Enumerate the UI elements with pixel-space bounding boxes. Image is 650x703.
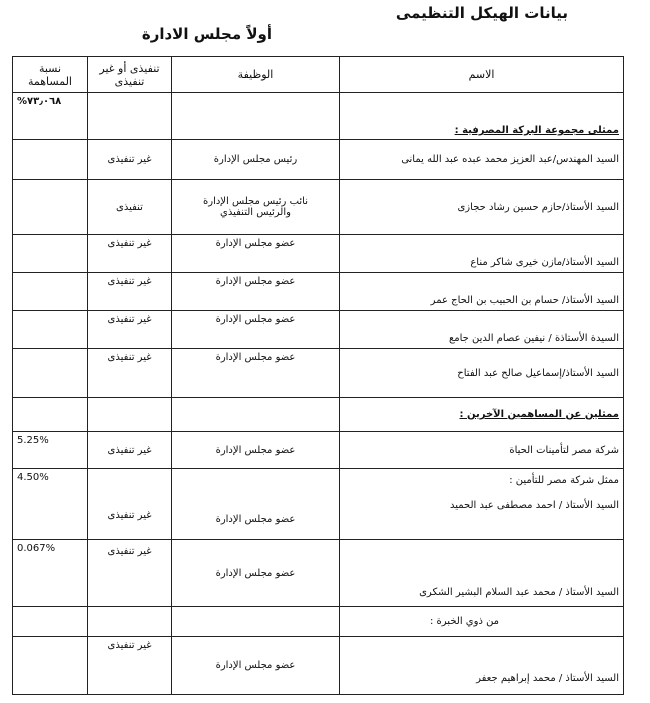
group-title-experts: من ذوي الخبرة : (340, 607, 624, 637)
member-name: السيد الأستاذ/ حسام بن الحبيب بن الحاج عمر (340, 273, 624, 311)
member-percentage (13, 180, 88, 235)
member-role: عضو مجلس الإدارة (172, 235, 340, 273)
member-type: تنفيذى (88, 180, 172, 235)
document-title: بيانات الهيكل التنظيمى (395, 4, 568, 22)
empty-cell (172, 607, 340, 637)
member-percentage (13, 140, 88, 180)
member-name: السيد الأستاذ/مازن خيرى شاكر مناع (340, 235, 624, 273)
empty-cell (172, 398, 340, 432)
member-role: عضو مجلس الإدارة (172, 432, 340, 469)
member-name: السيد الأستاذ / محمد إبراهيم جعفر (340, 637, 624, 695)
member-type: غير تنفيذى (88, 349, 172, 398)
table-row (13, 180, 624, 235)
section-title: أولاً مجلس الادارة (141, 25, 272, 43)
board-table (12, 56, 624, 695)
empty-cell (88, 398, 172, 432)
member-type: غير تنفيذى (88, 540, 172, 607)
member-type: غير تنفيذى (88, 637, 172, 695)
group-header-row (13, 398, 624, 432)
member-percentage: 0.067% (13, 540, 88, 607)
member-percentage (13, 349, 88, 398)
member-role: عضو مجلس الإدارة (172, 540, 340, 607)
member-percentage (13, 311, 88, 349)
member-name: السيدة الأستاذة / نيفين عصام الدين جامع (340, 311, 624, 349)
member-type: غير تنفيذى (88, 273, 172, 311)
header-name: الاسم (340, 57, 624, 93)
member-percentage (13, 273, 88, 311)
empty-cell (13, 398, 88, 432)
member-type: غير تنفيذى (88, 469, 172, 540)
table-row (13, 349, 624, 398)
header-row (13, 57, 624, 93)
member-type: غير تنفيذى (88, 235, 172, 273)
table-row (13, 432, 624, 469)
group-header-row (13, 93, 624, 140)
group-percentage: %٧٣٫٠٦٨ (13, 93, 88, 140)
member-type: غير تنفيذى (88, 432, 172, 469)
member-percentage (13, 235, 88, 273)
member-role: نائب رئيس مجلس الإدارة والرئيس التنفيذي (172, 180, 340, 235)
table-row (13, 469, 624, 540)
member-percentage: 4.50% (13, 469, 88, 540)
member-name: السيد الأستاذ/حازم حسين رشاد حجازى (340, 180, 624, 235)
member-role: رئيس مجلس الإدارة (172, 140, 340, 180)
member-name: السيد الأستاذ / محمد عبد السلام البشير الشكرى (340, 540, 624, 607)
header-percentage: نسبة المساهمة (13, 57, 88, 93)
member-role: عضو مجلس الإدارة (172, 311, 340, 349)
table-row (13, 311, 624, 349)
member-name: السيد المهندس/عبد العزيز محمد عبده عبد الله يمانى (340, 140, 624, 180)
header-role: الوظيفة (172, 57, 340, 93)
member-percentage: 5.25% (13, 432, 88, 469)
member-percentage (13, 637, 88, 695)
member-role: عضو مجلس الإدارة (172, 469, 340, 540)
group-header-row (13, 607, 624, 637)
table-row (13, 273, 624, 311)
member-role: عضو مجلس الإدارة (172, 637, 340, 695)
group-title-albaraka: ممثلى مجموعة البركة المصرفية : (340, 93, 624, 140)
empty-cell (88, 93, 172, 140)
empty-cell (88, 607, 172, 637)
member-type: غير تنفيذى (88, 140, 172, 180)
member-name: ممثل شركة مصر للتأمين : السيد الأستاذ / احمد مصطفى عبد الحميد (340, 469, 624, 540)
group-title-other-shareholders: ممثلين عن المساهمين الآخرين : (340, 398, 624, 432)
member-role: عضو مجلس الإدارة (172, 273, 340, 311)
table-row (13, 235, 624, 273)
table-row (13, 140, 624, 180)
member-name: شركة مصر لتأمينات الحياة (340, 432, 624, 469)
member-role: عضو مجلس الإدارة (172, 349, 340, 398)
empty-cell (172, 93, 340, 140)
member-type: غير تنفيذى (88, 311, 172, 349)
table-row (13, 540, 624, 607)
table-row (13, 637, 624, 695)
header-type: تنفيذى أو غير تنفيذى (88, 57, 172, 93)
member-name: السيد الأستاذ/إسماعيل صالح عبد الفتاح (340, 349, 624, 398)
empty-cell (13, 607, 88, 637)
